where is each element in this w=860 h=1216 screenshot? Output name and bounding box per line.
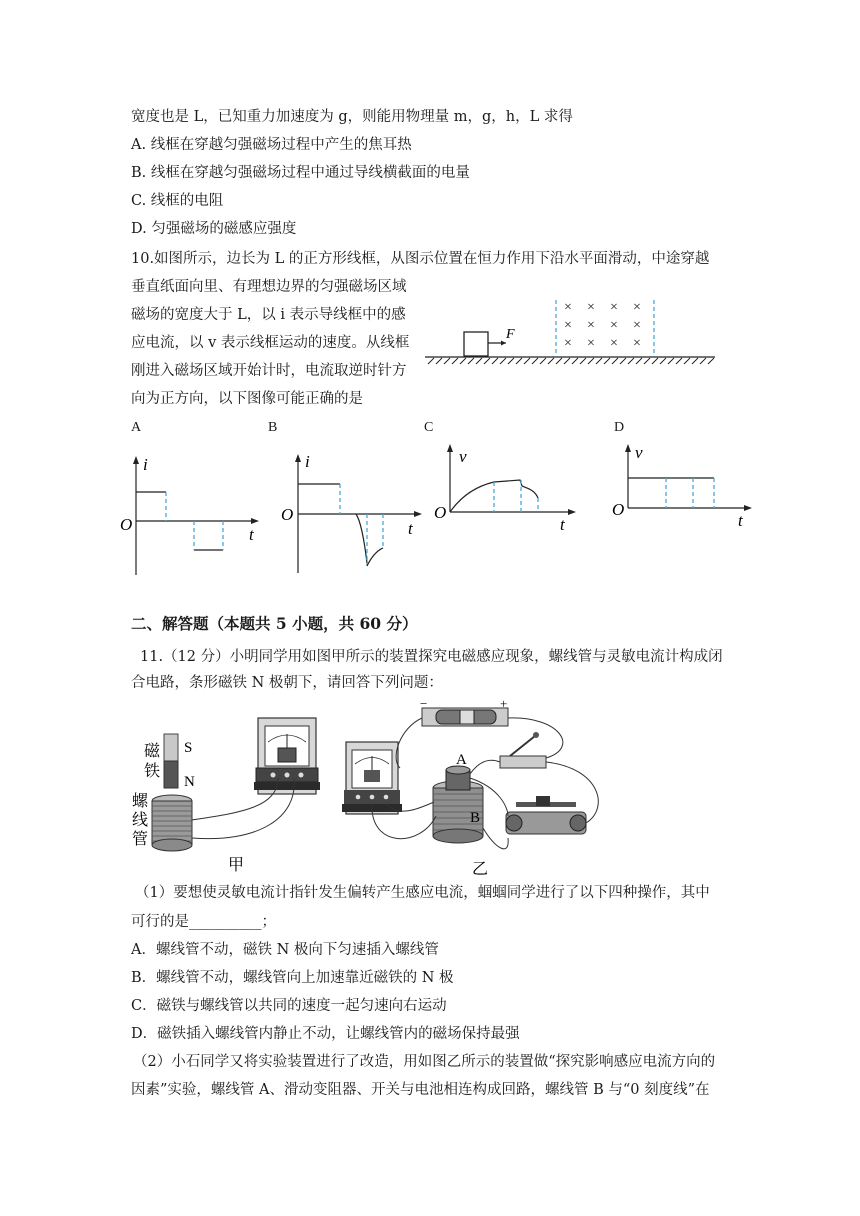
graph-c-origin: O — [434, 503, 447, 522]
graph-a — [115, 450, 265, 580]
bar-magnet-s — [164, 734, 178, 761]
pole-s-label: S — [184, 740, 193, 756]
graph-c-y-label: v — [459, 447, 467, 466]
solenoid-a — [446, 766, 470, 790]
graph-b-decay-curve — [367, 548, 383, 566]
q9-option-d: D. 匀强磁场的磁感应强度 — [131, 221, 297, 237]
wire-yi-4 — [470, 760, 500, 774]
graph-d-y-label: v — [635, 443, 643, 462]
solenoid-jia — [152, 795, 192, 851]
q11-part1-option-d: D．磁铁插入螺线管内静止不动，让螺线管内的磁场保持最强 — [131, 1026, 520, 1042]
svg-text:×: × — [587, 336, 595, 351]
graph-b-y-label: i — [305, 452, 310, 471]
section-heading: 二、解答题（本题共 5 小题，共 60 分） — [131, 614, 418, 633]
option-a-label: A — [131, 420, 142, 435]
graph-c-x-label: t — [560, 515, 565, 534]
bar-magnet-n — [164, 761, 178, 788]
svg-text:×: × — [564, 318, 572, 333]
graph-b-x-label: t — [408, 519, 413, 538]
q10-line5: 刚进入磁场区域开始计时，电流取逆时针方 — [131, 363, 407, 379]
ground-hatching — [428, 358, 714, 364]
caption-yi: 乙 — [472, 859, 489, 878]
svg-text:×: × — [633, 318, 641, 333]
q10-line1: 10.如图所示，边长为 L 的正方形线框，从图示位置在恒力作用下沿水平面滑动，中途穿越 — [131, 251, 710, 267]
q11-part1-line1: （1）要想使灵敏电流计指针发生偏转产生感应电流，蝈蝈同学进行了以下四种操作，其中 — [135, 885, 710, 901]
battery-plus-label: + — [500, 698, 508, 711]
q10-line4: 应电流，以 v 表示线框运动的速度。从线框 — [131, 335, 410, 351]
graph-d-origin: O — [612, 500, 625, 519]
option-c-label: C — [424, 420, 434, 435]
graph-a-x-label: t — [249, 525, 254, 544]
q11-line2: 合电路，条形磁铁 N 极朝下，请回答下列问题： — [131, 675, 443, 691]
rheostat — [506, 796, 586, 834]
option-b-label: B — [268, 420, 278, 435]
option-d-label: D — [614, 420, 625, 435]
galvanometer-yi — [342, 742, 402, 814]
svg-text:×: × — [610, 300, 618, 315]
q9-option-c: C. 线框的电阻 — [131, 193, 224, 209]
q11-part1-option-b: B．螺线管不动，螺线管向上加速靠近磁铁的 N 极 — [131, 970, 454, 986]
magnet-label-1: 磁 — [144, 741, 161, 760]
q10-figure — [420, 292, 720, 372]
q11-part1-option-c: C．磁铁与螺线管以共同的速度一起匀速向右运动 — [131, 998, 447, 1014]
graph-c — [432, 440, 582, 540]
coil-label-2: 线 — [132, 810, 149, 829]
pole-n-label: N — [184, 774, 195, 790]
label-a: A — [456, 752, 467, 768]
q11-line1: 11.（12 分）小明同学用如图甲所示的装置探究电磁感应现象，螺线管与灵敏电流计构成闭 — [140, 649, 723, 665]
battery-minus-label: − — [420, 698, 428, 711]
svg-text:×: × — [564, 336, 572, 351]
force-label: F — [506, 327, 515, 342]
coil-label-3: 管 — [132, 829, 149, 848]
svg-text:×: × — [587, 300, 595, 315]
svg-text:×: × — [633, 336, 641, 351]
figure-jia — [128, 708, 328, 878]
caption-jia: 甲 — [228, 855, 245, 874]
wire-yi-1 — [396, 718, 422, 768]
q11-part1-line2: 可行的是__________； — [131, 914, 276, 930]
svg-text:×: × — [633, 300, 641, 315]
battery — [422, 708, 508, 726]
q9-option-b: B. 线框在穿越匀强磁场过程中通过导线横截面的电量 — [131, 165, 470, 181]
svg-text:×: × — [610, 318, 618, 333]
q9-option-a: A. 线框在穿越匀强磁场过程中产生的焦耳热 — [131, 137, 412, 153]
label-b: B — [470, 810, 481, 826]
magnet-label-2: 铁 — [144, 761, 161, 780]
coil-label-1: 螺 — [132, 791, 149, 810]
graph-a-origin: O — [120, 515, 133, 534]
magnetic-field-crosses — [564, 300, 641, 351]
q10-line6: 向为正方向，以下图像可能正确的是 — [131, 391, 363, 407]
graph-d — [608, 440, 758, 540]
graph-b — [278, 448, 428, 578]
svg-text:×: × — [587, 318, 595, 333]
switch — [500, 732, 546, 768]
q11-part2-line1: （2）小石同学又将实验装置进行了改造，用如图乙所示的装置做“探究影响感应电流方向的 — [133, 1054, 716, 1070]
graph-b-origin: O — [281, 505, 294, 524]
graph-a-y-label: i — [143, 455, 148, 474]
square-frame — [464, 332, 488, 356]
galvanometer-jia — [254, 718, 320, 794]
q10-line2: 垂直纸面向里、有理想边界的匀强磁场区域 — [131, 279, 407, 295]
q11-part1-option-a: A．螺线管不动，磁铁 N 极向下匀速插入螺线管 — [131, 942, 439, 958]
graph-d-x-label: t — [738, 511, 743, 530]
q9-line1: 宽度也是 L，已知重力加速度为 g，则能用物理量 m，g，h，L 求得 — [131, 109, 573, 125]
svg-text:×: × — [564, 300, 572, 315]
q10-line3: 磁场的宽度大于 L，以 i 表示导线框中的感 — [131, 307, 406, 323]
graph-b-negative-curve — [356, 514, 367, 563]
figure-yi — [340, 698, 620, 878]
svg-text:×: × — [610, 336, 618, 351]
wire-yi-8 — [483, 828, 508, 849]
q11-part2-line2: 因素”实验，螺线管 A、滑动变阻器、开关与电池相连构成回路，螺线管 B 与“0 刻度线”在 — [131, 1082, 710, 1098]
